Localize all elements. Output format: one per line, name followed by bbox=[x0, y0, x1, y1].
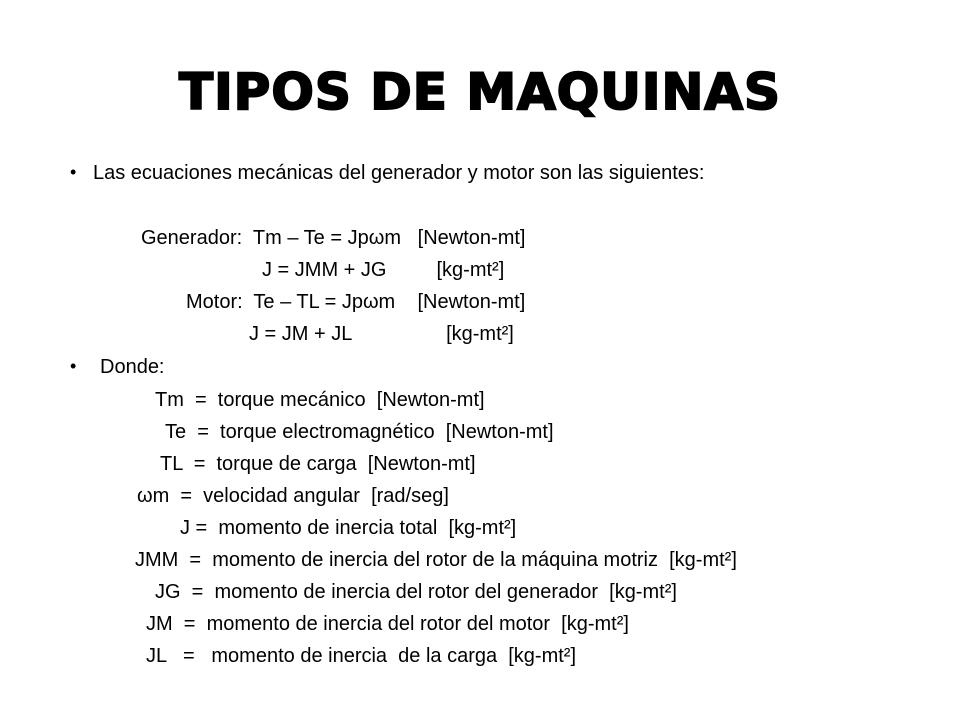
bullet-donde: Donde: bbox=[100, 356, 165, 378]
definition-jl: JL = momento de inercia de la carga [kg-mt²] bbox=[146, 645, 576, 667]
equation-generator: Generador: Tm – Te = Jpωm [Newton-mt] bbox=[141, 227, 526, 249]
slide-title: TIPOS DE MAQUINAS bbox=[178, 63, 782, 121]
definition-jg: JG = momento de inercia del rotor del generador [kg-mt²] bbox=[155, 581, 677, 603]
definition-j: J = momento de inercia total [kg-mt²] bbox=[180, 517, 517, 539]
bullet-intro: Las ecuaciones mecánicas del generador y motor son las siguientes: bbox=[93, 162, 705, 184]
definition-tl: TL = torque de carga [Newton-mt] bbox=[160, 453, 476, 475]
definition-jmm: JMM = momento de inercia del rotor de la máquina motriz [kg-mt²] bbox=[135, 549, 737, 571]
definition-wm: ωm = velocidad angular [rad/seg] bbox=[137, 485, 449, 507]
definition-jm: JM = momento de inercia del rotor del motor [kg-mt²] bbox=[146, 613, 629, 635]
bullet-marker: • bbox=[70, 162, 77, 182]
equation-generator-inertia: J = JMM + JG [kg-mt²] bbox=[262, 259, 505, 281]
equation-motor: Motor: Te – TL = Jpωm [Newton-mt] bbox=[186, 291, 526, 313]
equation-motor-inertia: J = JM + JL [kg-mt²] bbox=[249, 323, 514, 345]
definition-tm: Tm = torque mecánico [Newton-mt] bbox=[155, 389, 485, 411]
bullet-marker: • bbox=[70, 356, 77, 376]
definition-te: Te = torque electromagnético [Newton-mt] bbox=[165, 421, 554, 443]
